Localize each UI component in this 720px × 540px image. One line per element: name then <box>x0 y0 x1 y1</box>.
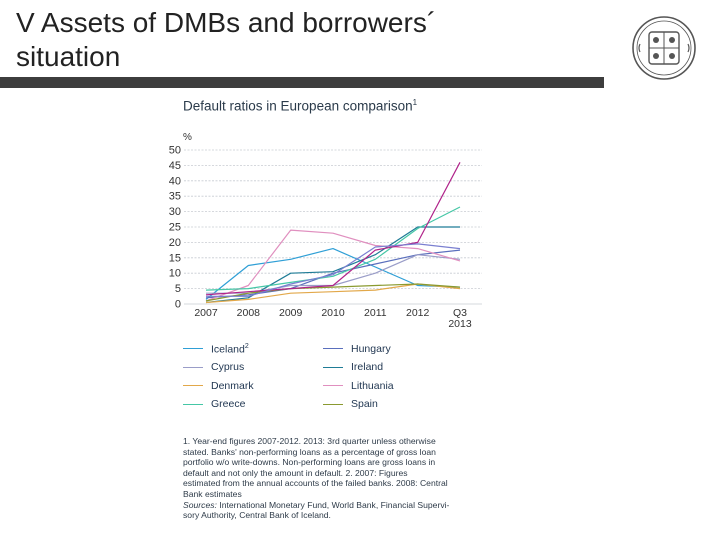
footnote-line: default and not only the amount in default. 2. 2007: Figures <box>183 467 408 478</box>
chart-legend <box>183 340 483 413</box>
footnote-line: Bank estimates <box>183 488 242 499</box>
y-tick-label: 25 <box>168 221 181 234</box>
legend-label: Hungary <box>351 342 391 355</box>
legend-swatch <box>183 404 203 405</box>
legend-label: Denmark <box>211 379 254 392</box>
y-tick-label: 50 <box>168 144 181 157</box>
legend-swatch <box>323 367 343 368</box>
legend-item-iceland <box>183 340 323 358</box>
legend-item-cyprus <box>183 359 323 377</box>
legend-label: Spain <box>351 398 378 411</box>
slide-title-line-1: V Assets of DMBs and borrowers´ <box>16 7 437 38</box>
sources-line-2: sory Authority, Central Bank of Iceland. <box>183 510 331 521</box>
slide-title-line-2: situation <box>16 41 121 72</box>
x-tick-label: Q3 <box>452 307 468 319</box>
chart-footnotes <box>183 436 493 521</box>
legend-label: Iceland$^2$ <box>211 342 249 355</box>
y-tick-label: 0 <box>174 298 181 311</box>
legend-swatch <box>323 404 343 405</box>
sources-text: International Monetary Fund, World Bank, Financial Supervi- <box>216 499 450 510</box>
legend-item-lithuania <box>323 377 463 395</box>
legend-label: Greece <box>211 398 246 411</box>
x-tick-label: 2007 <box>194 307 218 319</box>
legend-item-hungary <box>323 340 463 358</box>
legend-item-denmark <box>183 377 323 395</box>
y-tick-label: 15 <box>168 252 181 265</box>
series-line-lithuania <box>206 230 460 301</box>
x-tick-label: 2012 <box>405 307 430 319</box>
legend-item-ireland <box>323 359 463 377</box>
x-tick-label: 2010 <box>321 307 345 319</box>
sources-line <box>183 500 493 511</box>
footnote-line: stated. Banks' non-performing loans as a percentage of gross loan <box>183 446 436 457</box>
chart-title-footnote: 1 <box>412 98 418 107</box>
y-tick-label: 30 <box>168 206 181 219</box>
legend-item-spain <box>323 396 463 414</box>
y-tick-label: 20 <box>168 236 181 249</box>
legend-label: Cyprus <box>211 361 245 374</box>
default-ratio-line-chart <box>160 140 500 330</box>
slide-title <box>16 6 576 74</box>
y-tick-label: 5 <box>174 283 181 296</box>
y-tick-label: 35 <box>168 190 181 203</box>
title-divider-bar <box>0 77 604 88</box>
y-tick-label: 10 <box>168 267 181 280</box>
sources-label: Sources: <box>183 499 217 510</box>
x-tick-label: 2008 <box>236 307 261 319</box>
legend-swatch <box>323 385 343 386</box>
legend-swatch <box>183 367 203 368</box>
legend-swatch <box>183 348 203 349</box>
y-tick-label: 45 <box>168 159 181 172</box>
chart-title-text: Default ratios in European comparison <box>183 98 413 114</box>
chart-title <box>183 98 417 114</box>
legend-label: Lithuania <box>351 379 394 392</box>
institution-seal-logo <box>630 14 698 82</box>
legend-swatch <box>323 348 343 349</box>
legend-label: Ireland <box>351 361 384 374</box>
legend-swatch <box>183 385 203 386</box>
x-tick-label: 2011 <box>364 307 387 319</box>
y-axis-unit-label: % <box>183 132 192 143</box>
footnote-line: portfolio w/o write-downs. Non-performing loans are gross loans in <box>183 457 436 468</box>
y-tick-label: 40 <box>168 175 181 188</box>
footnote-line: 1. Year-end figures 2007-2012. 2013: 3rd quarter unless otherwise <box>183 436 436 446</box>
legend-label-footnote: 2 <box>244 342 249 350</box>
legend-item-greece <box>183 396 323 414</box>
x-tick-label: 2013 <box>448 318 472 330</box>
series-line-hungary <box>206 250 460 298</box>
footnote-line: estimated from the annual accounts of the failed banks. 2008: Central <box>183 478 448 489</box>
x-tick-label: 2009 <box>278 307 303 319</box>
